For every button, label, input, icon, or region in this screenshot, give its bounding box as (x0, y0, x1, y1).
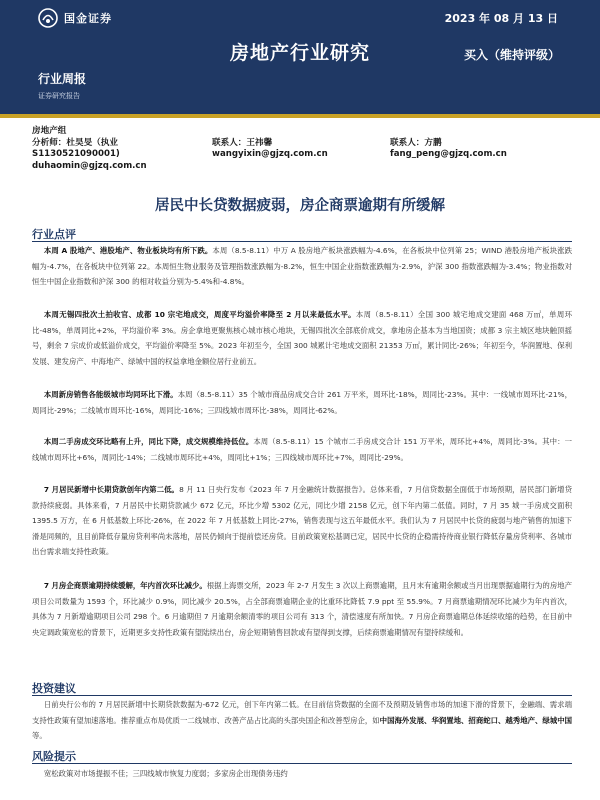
paragraph-loans (32, 482, 572, 560)
report-date: 2023 年 08 月 13 日 (444, 12, 558, 25)
recommended-stocks: 中国海外发展、华润置地、招商蛇口、越秀地产、绿城中国 (379, 715, 572, 725)
report-header (0, 0, 600, 118)
paragraph-body: 本周（8.5-8.11）中万 A 股房地产板块涨跌幅为-4.6%，在各板块中位列第 25；WIND 港股房地产板块涨跌幅为-4.7%，在各板块中位列第 22。本周恒生物业服务及管理指数涨跌幅为-8.2%，恒生中国企业指数涨跌幅为-2.9%，沪深 300 指数涨跌幅为-3.4%；物业指数对恒生中国企业指数和沪深 300 的相对收益分别为-5.4%和-4.8%。 (32, 246, 572, 287)
paragraph-body: 宽松政策对市场提振不佳；三四线城市恢复力度弱；多家房企出现债务违约 (43, 769, 288, 778)
brand-logo (38, 8, 112, 28)
paragraph-commercial-paper (32, 578, 572, 640)
report-type: 行业周报 (38, 72, 87, 86)
contact-fang (390, 126, 570, 161)
paragraph-body: 8 月 11 日央行发布《2023 年 7 月金融统计数据报告》。总体来看，7 月信贷数据全面低于市场预期，居民部门新增贷款持续疲弱。具体来看，7 月居民中长期贷款减少 672 亿元，环比少增 5302 亿元，同比少增 2158 亿元，创下年内第二低值。同时，7 月 35 城一手房成交面积 1395.5 万方，在 6 月低基数上环比-26%，在 2022 年 7 月低基数上同比-27%，销售表现与这五年最低水平。我们认为 7 月居民中长贷的疲弱与地产销售的加速下滑是同频的，且目前降低存量房贷利率尚未落地，居民仍倾向于提前偿还房贷。目前政策宽松基调已定，居民中长贷的企稳需持待商业银行降低存量房贷利率、各城市出台需求端支持性政策。 (32, 485, 572, 557)
rating-label: 买入（维持评级） (463, 48, 560, 62)
paragraph-body: 日前央行公布的 7 月居民新增中长期贷款数据为-672 亿元，创下年内第二低。在目前信贷数据的全面不及预期及销售市场的加速下滑的背景下，金融端、需求端支持性政策有望加速落地。推荐重点布局优质一二线城市、改善产品占比高的头部央国企和改善型房企，如 (32, 700, 572, 725)
contact-name: 联系人：方鹏 (390, 137, 442, 148)
contact-wang (212, 126, 382, 161)
paragraph-body: 根据上海票交所，2023 年 2-7 月发生 3 次以上商票逾期，且月末有逾期余额或当月出现票据逾期行为的房地产项目公司数量为 1593 个，环比减少 0.9%，同比减少 20.5%，占全部商票逾期企业的比重环比降低 7.9 ppt 至 55.9%。7 月商票逾期情况环比减少为年内首次，具体为 7 月新增逾期项目公司 298 个。6 月逾期但 7 月逾期余额清零的项目公司有 313 个，清偿速度有所加快。7 月房企商票逾期总体延续收缩的趋势，在目前中央定调政策宽松的背景下，近期更多支持性政策有望陆续出台，房企短期销售回款或有望得到支撑，后续商票逾期情况有望持续缓和。 (32, 581, 573, 637)
contact-email[interactable]: fang_peng@gjzq.com.cn (390, 149, 507, 159)
section-divider (32, 695, 572, 696)
paragraph-second-hand (32, 434, 572, 465)
paragraph-new-home (32, 387, 572, 418)
paragraph-lead: 本周无锡四批次土拍收官、成都 10 宗宅地成交，周度平均溢价率降至 2 月以来最低水平。 (43, 310, 356, 319)
paragraph-market (32, 243, 572, 290)
contact-name: 联系人：王祎馨 (212, 137, 273, 148)
analyst-email[interactable]: duhaomin@gjzq.com.cn (32, 160, 147, 171)
analyst-name: 分析师：杜昊旻（执业 (32, 137, 118, 148)
paragraph-lead: 本周 A 股地产、港股地产、物业板块均有所下跌。 (43, 246, 213, 255)
paragraph-body: 本周（8.5-8.11）15 个城市二手房成交合计 151 万平米，周环比+4%，周同比-3%。其中：一线城市周环比+6%，周同比-14%；二线城市周环比+4%，周同比+1%；三四线城市周环比+7%，周同比-29%。 (32, 437, 572, 462)
analyst-group: 房地产组 (32, 126, 67, 136)
brand-name: 国金证券 (64, 12, 112, 25)
paragraph-lead: 7 月房企商票逾期持续缓解，年内首次环比减少。 (43, 581, 207, 590)
analyst-license: S1130521090001) (32, 149, 120, 159)
report-title: 房地产行业研究 (229, 42, 370, 64)
section-title-invest: 投资建议 (32, 682, 76, 695)
paragraph-body: 本周（8.5-8.11）35 个城市商品房成交合计 261 万平米，周环比-18%，周同比-23%。其中：一线城市周环比-21%，周同比-29%；二线城市周环比-16%，周同比-16%；三四线城市周环比-38%，周同比-62%。 (32, 390, 572, 415)
paragraph-end: 等。 (32, 731, 47, 741)
paragraph-lead: 7 月居民新增中长期贷款创年内第二低。 (43, 485, 180, 494)
analyst-primary (32, 126, 202, 172)
paragraph-land (32, 307, 572, 369)
section-title-review: 行业点评 (32, 228, 76, 241)
section-divider (32, 763, 572, 764)
paragraph-lead: 本周二手房成交环比略有上升，同比下降，成交规模维持低位。 (43, 437, 254, 446)
brand-logo-icon (38, 8, 58, 28)
report-headline: 居民中长贷数据疲弱，房企商票逾期有所缓解 (155, 198, 445, 214)
report-subtype: 证券研究报告 (38, 92, 80, 100)
paragraph-body: 本周（8.5-8.11）全国 300 城宅地成交建面 468 万㎡，单周环比-48%，单周同比+2%，平均溢价率 3%。房企拿地更聚焦核心城市核心地块，无锡四批次全部底价成交，拿地房企基本为当地国资；成都 3 宗主城区地块触顶摇号，剩余 7 宗成价或低溢价成交，平均溢价率降至 5%。2023 年初至今，全国 300 城累计宅地成交面积 21353 万㎡，累计同比-26%；年初至今，华润置地、保利发展、建发房产、中海地产、绿城中国的权益拿地金额位居行业前五。 (32, 310, 572, 366)
section-title-risk: 风险提示 (32, 750, 76, 763)
contact-email[interactable]: wangyixin@gjzq.com.cn (212, 149, 328, 159)
paragraph-lead: 本周新房销售各能级城市均同环比下滑。 (43, 390, 178, 399)
paragraph-risk (32, 766, 572, 782)
paragraph-investment (32, 697, 572, 744)
section-divider (32, 241, 572, 242)
